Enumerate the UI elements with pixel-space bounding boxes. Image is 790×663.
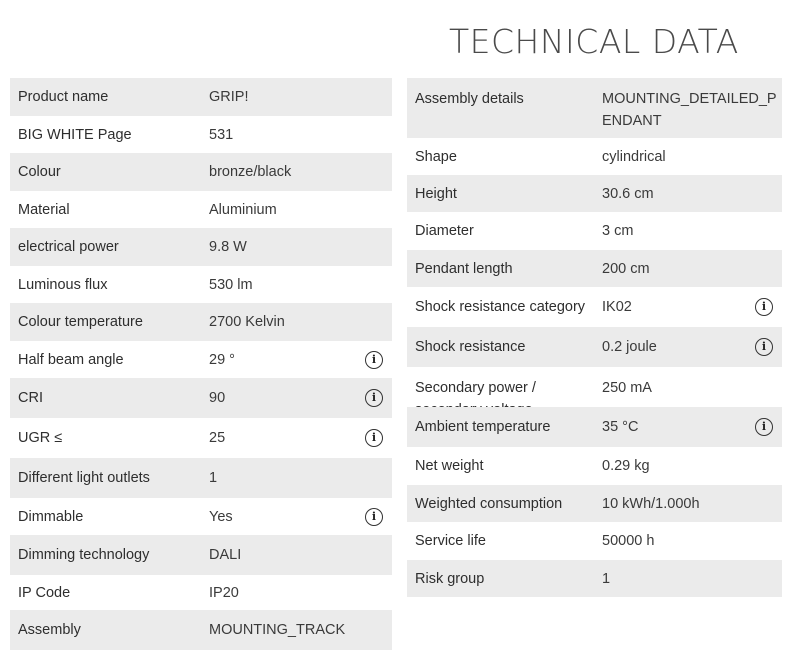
spec-value: 3 cm <box>602 223 634 239</box>
spec-label: CRI <box>18 390 43 406</box>
spec-value: MOUNTING_TRACK <box>209 622 346 638</box>
spec-row-ip-code <box>10 575 392 610</box>
spec-label: Colour temperature <box>18 314 143 330</box>
spec-label: Shape <box>415 148 457 165</box>
spec-label: Dimming technology <box>18 547 150 563</box>
spec-value: 30.6 cm <box>602 185 654 202</box>
spec-label: Shock resistance category <box>415 299 586 315</box>
spec-row-material <box>10 191 392 228</box>
spec-label: Dimmable <box>18 508 84 525</box>
spec-label: Different light outlets <box>18 470 150 486</box>
spec-label: Colour <box>18 164 61 180</box>
spec-value: 25 <box>209 430 226 446</box>
spec-row-dimming-technology <box>10 535 392 575</box>
spec-row-assembly-details <box>407 78 782 138</box>
spec-value: 0.29 kg <box>602 458 650 474</box>
technical-data-table-left <box>10 78 392 650</box>
spec-value: 530 lm <box>209 276 253 293</box>
spec-value: 35 °C <box>602 419 639 435</box>
info-icon[interactable]: i <box>755 338 773 356</box>
spec-row-shape <box>407 138 782 175</box>
spec-label: BIG WHITE Page <box>18 126 132 143</box>
spec-row-product-name <box>10 78 392 116</box>
spec-label: Half beam angle <box>18 351 124 368</box>
spec-value: DALI <box>209 547 242 563</box>
spec-value: 0.2 joule <box>602 339 657 355</box>
info-icon[interactable]: i <box>755 418 773 436</box>
spec-label: Diameter <box>415 223 474 239</box>
spec-label: Assembly <box>18 622 81 638</box>
spec-label: Service life <box>415 533 486 549</box>
spec-row-different-light-outlets <box>10 458 392 498</box>
spec-value: bronze/black <box>209 164 292 180</box>
spec-label: Assembly details <box>415 91 524 107</box>
spec-value: 10 kWh/1.000h <box>602 495 700 512</box>
info-icon[interactable]: i <box>365 508 383 526</box>
spec-row-assembly <box>10 610 392 650</box>
spec-label: Secondary power / <box>415 380 536 396</box>
spec-value: GRIP! <box>209 89 249 105</box>
spec-label: Weighted consumption <box>415 495 563 512</box>
spec-value: 90 <box>209 390 226 406</box>
spec-label: electrical power <box>18 239 119 255</box>
spec-label: Shock resistance <box>415 339 526 355</box>
spec-row-shock-resistance <box>407 327 782 367</box>
spec-row-secondary-power-secondary-voltage <box>407 367 782 407</box>
technical-data-table-right <box>407 78 782 597</box>
spec-row-shock-resistance-category <box>407 287 782 327</box>
spec-row-net-weight <box>407 447 782 485</box>
spec-row-dimmable <box>10 498 392 535</box>
spec-label: Material <box>18 201 70 218</box>
spec-row-electrical-power <box>10 228 392 266</box>
spec-row-cri <box>10 378 392 418</box>
spec-row-ugr <box>10 418 392 458</box>
spec-value: 50000 h <box>602 533 655 549</box>
spec-value: 531 <box>209 126 234 143</box>
spec-value: Yes <box>209 508 233 525</box>
spec-label: Risk group <box>415 570 485 587</box>
spec-label: Height <box>415 185 457 202</box>
info-icon[interactable]: i <box>365 351 383 369</box>
spec-value: 1 <box>209 470 218 486</box>
page-title: TECHNICAL DATA <box>449 22 739 61</box>
spec-row-luminous-flux <box>10 266 392 303</box>
spec-value: Aluminium <box>209 201 277 218</box>
spec-row-pendant-length <box>407 250 782 287</box>
spec-value: cylindrical <box>602 148 666 165</box>
spec-value: IP20 <box>209 584 239 601</box>
spec-value: 200 cm <box>602 260 650 277</box>
spec-value: 250 mA <box>602 380 652 396</box>
spec-label: Pendant length <box>415 260 513 277</box>
spec-row-half-beam-angle <box>10 341 392 378</box>
spec-value: IK02 <box>602 299 632 315</box>
spec-row-weighted-consumption <box>407 485 782 522</box>
spec-row-colour <box>10 153 392 191</box>
spec-value: 29 ° <box>209 351 235 368</box>
spec-value: MOUNTING_DETAILED_PENDANT <box>602 91 777 129</box>
info-icon[interactable]: i <box>365 389 383 407</box>
spec-label: Luminous flux <box>18 276 108 293</box>
info-icon[interactable]: i <box>365 429 383 447</box>
spec-label: Net weight <box>415 458 484 474</box>
spec-label: IP Code <box>18 584 71 601</box>
spec-row-diameter <box>407 212 782 250</box>
spec-value: 9.8 W <box>209 239 247 255</box>
spec-value: 2700 Kelvin <box>209 314 285 330</box>
spec-row-height <box>407 175 782 212</box>
spec-row-service-life <box>407 522 782 560</box>
spec-label: Product name <box>18 89 109 105</box>
spec-value: 1 <box>602 570 611 587</box>
spec-row-risk-group <box>407 560 782 597</box>
info-icon[interactable]: i <box>755 298 773 316</box>
spec-row-colour-temperature <box>10 303 392 341</box>
spec-label: Ambient temperature <box>415 419 551 435</box>
spec-row-big-white-page <box>10 116 392 153</box>
spec-row-ambient-temperature <box>407 407 782 447</box>
spec-label: UGR ≤ <box>18 430 63 446</box>
